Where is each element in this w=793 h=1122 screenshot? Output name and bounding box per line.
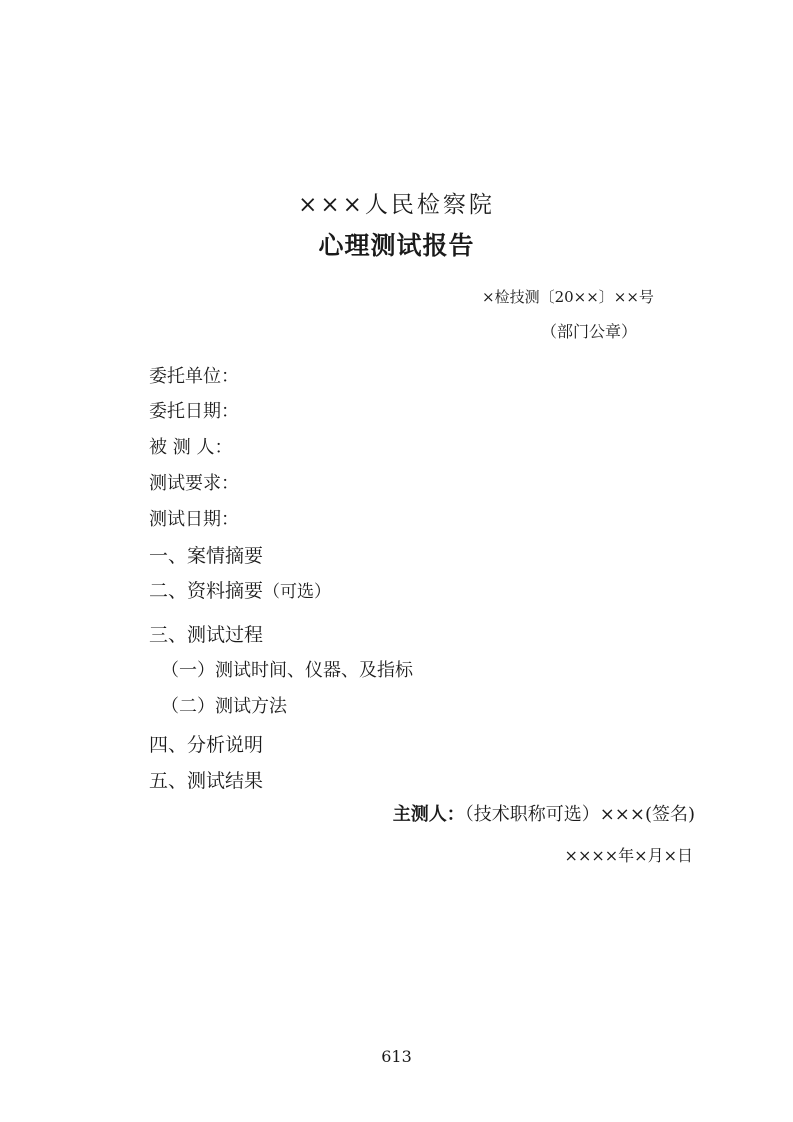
report-date: ××××年×月×日 (564, 846, 693, 865)
field-subject: 被 测 人： (149, 437, 233, 458)
signature-line (393, 800, 695, 826)
seal-note: （部门公章） (541, 322, 638, 341)
section-test-process: 三、测试过程 (149, 624, 264, 646)
examiner-detail: （技术职称可选）×××(签名) (464, 804, 695, 825)
page-number: 613 (381, 1047, 412, 1066)
examiner-label: 主测人： (392, 804, 465, 825)
field-test-requirements: 测试要求： (149, 473, 239, 494)
optional-note: （可选） (263, 582, 332, 602)
field-commissioning-unit: 委托单位： (149, 366, 239, 387)
subsection-test-method: （二）测试方法 (161, 696, 287, 717)
subsection-time-instruments: （一）测试时间、仪器、及指标 (161, 660, 413, 681)
organization-name: ×××人民检察院 (298, 192, 495, 218)
section-materials-summary-label: 二、资料摘要 (149, 580, 264, 602)
section-test-result: 五、测试结果 (149, 770, 264, 792)
section-analysis: 四、分析说明 (149, 734, 264, 756)
section-materials-summary (149, 576, 331, 603)
document-number: ×检技测〔20××〕××号 (482, 288, 654, 306)
field-test-date: 测试日期： (149, 509, 239, 530)
section-case-summary: 一、案情摘要 (149, 545, 264, 567)
field-commission-date: 委托日期： (149, 401, 239, 422)
document-title: 心理测试报告 (318, 231, 475, 260)
